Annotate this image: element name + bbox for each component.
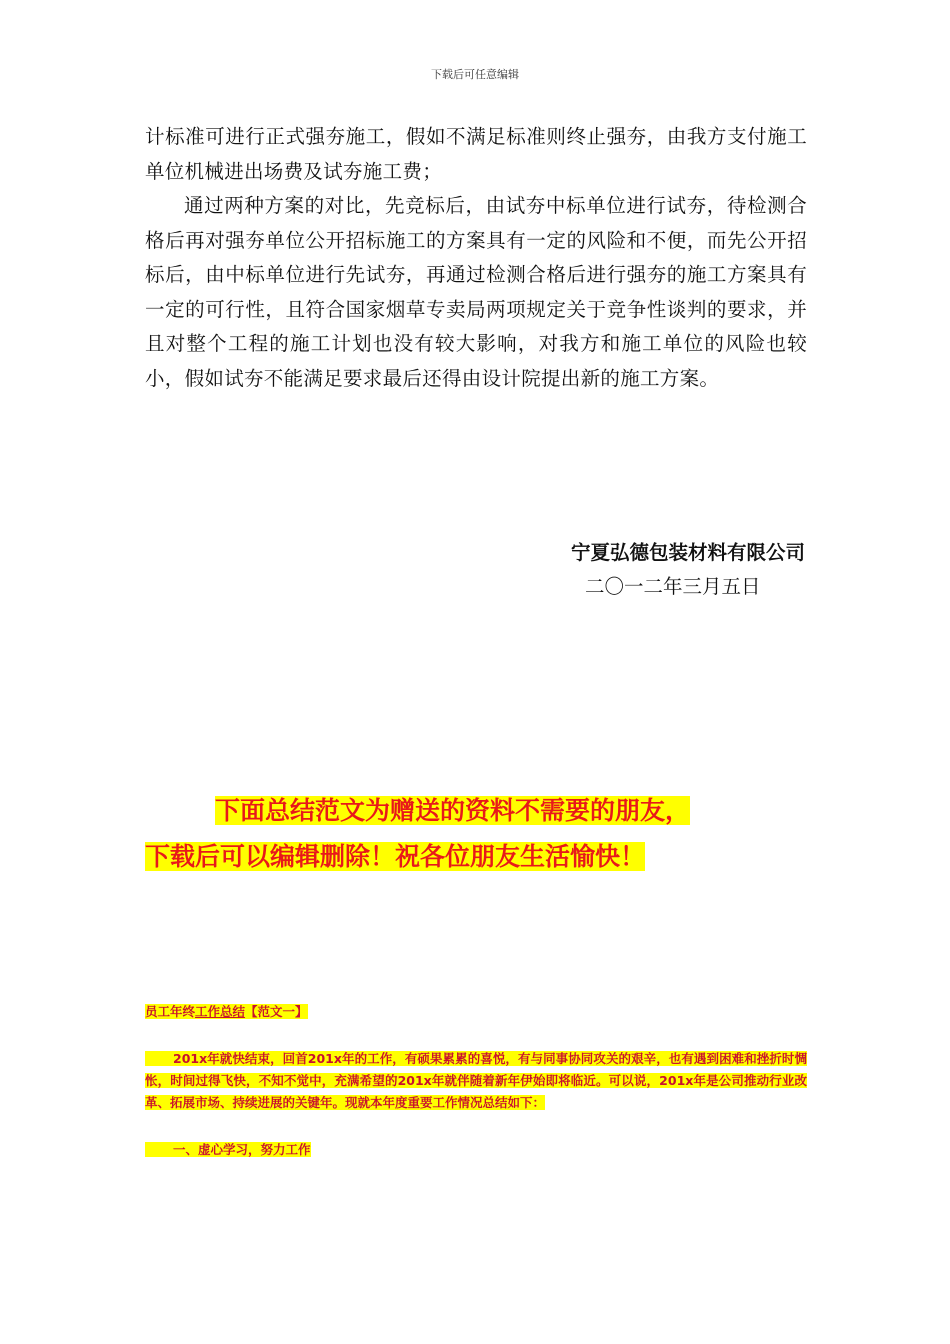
essay-title-suffix: 【范文一】 bbox=[245, 1004, 308, 1019]
page-header: 下载后可任意编辑 bbox=[431, 68, 519, 81]
essay-title-underlined: 工作总结 bbox=[195, 1004, 246, 1019]
essay-title bbox=[145, 1002, 807, 1022]
essay-paragraph-text: 201x年就快结束，回首201x年的工作，有硕果累累的喜悦，有与同事协同攻关的艰辛，也有遇到困难和挫折时惆怅，时间过得飞快，不知不觉中，充满希望的201x年就伴随着新年伊始即将临近。可以说，201x年是公司推动行业改革、拓展市场、持续进展的关键年。现就本年度重要工作情况总结如下： bbox=[145, 1051, 807, 1110]
body-text bbox=[145, 120, 807, 396]
essay-subheading-text: 一、虚心学习，努力工作 bbox=[173, 1142, 311, 1157]
essay-paragraph bbox=[145, 1048, 807, 1114]
body-paragraph-1: 计标准可进行正式强夯施工，假如不满足标准则终止强夯，由我方支付施工单位机械进出场费及试夯施工费； bbox=[145, 125, 807, 183]
signature-block bbox=[571, 536, 805, 604]
signature-company: 宁夏弘德包装材料有限公司 bbox=[570, 541, 805, 564]
gift-notice bbox=[145, 788, 825, 880]
body-paragraph-2: 通过两种方案的对比，先竞标后，由试夯中标单位进行试夯，待检测合格后再对强夯单位公开招标施工的方案具有一定的风险和不便，而先公开招标后，由中标单位进行先试夯，再通过检测合格后进行强夯的施工方案具有一定的可行性，且符合国家烟草专卖局两项规定关于竞争性谈判的要求，并且对整个工程的施工计划也没有较大影响，对我方和施工单位的风险也较小，假如试夯不能满足要求最后还得由设计院提出新的施工方案。 bbox=[145, 194, 807, 390]
notice-line-2: 下载后可以编辑删除！祝各位朋友生活愉快！ bbox=[145, 842, 646, 871]
notice-line-1: 下面总结范文为赠送的资料不需要的朋友， bbox=[215, 796, 691, 825]
essay-title-prefix: 员工年终 bbox=[145, 1004, 196, 1019]
essay-subheading bbox=[145, 1140, 807, 1160]
sample-essay bbox=[145, 1002, 807, 1160]
signature-date: 二〇一二年三月五日 bbox=[584, 575, 761, 598]
